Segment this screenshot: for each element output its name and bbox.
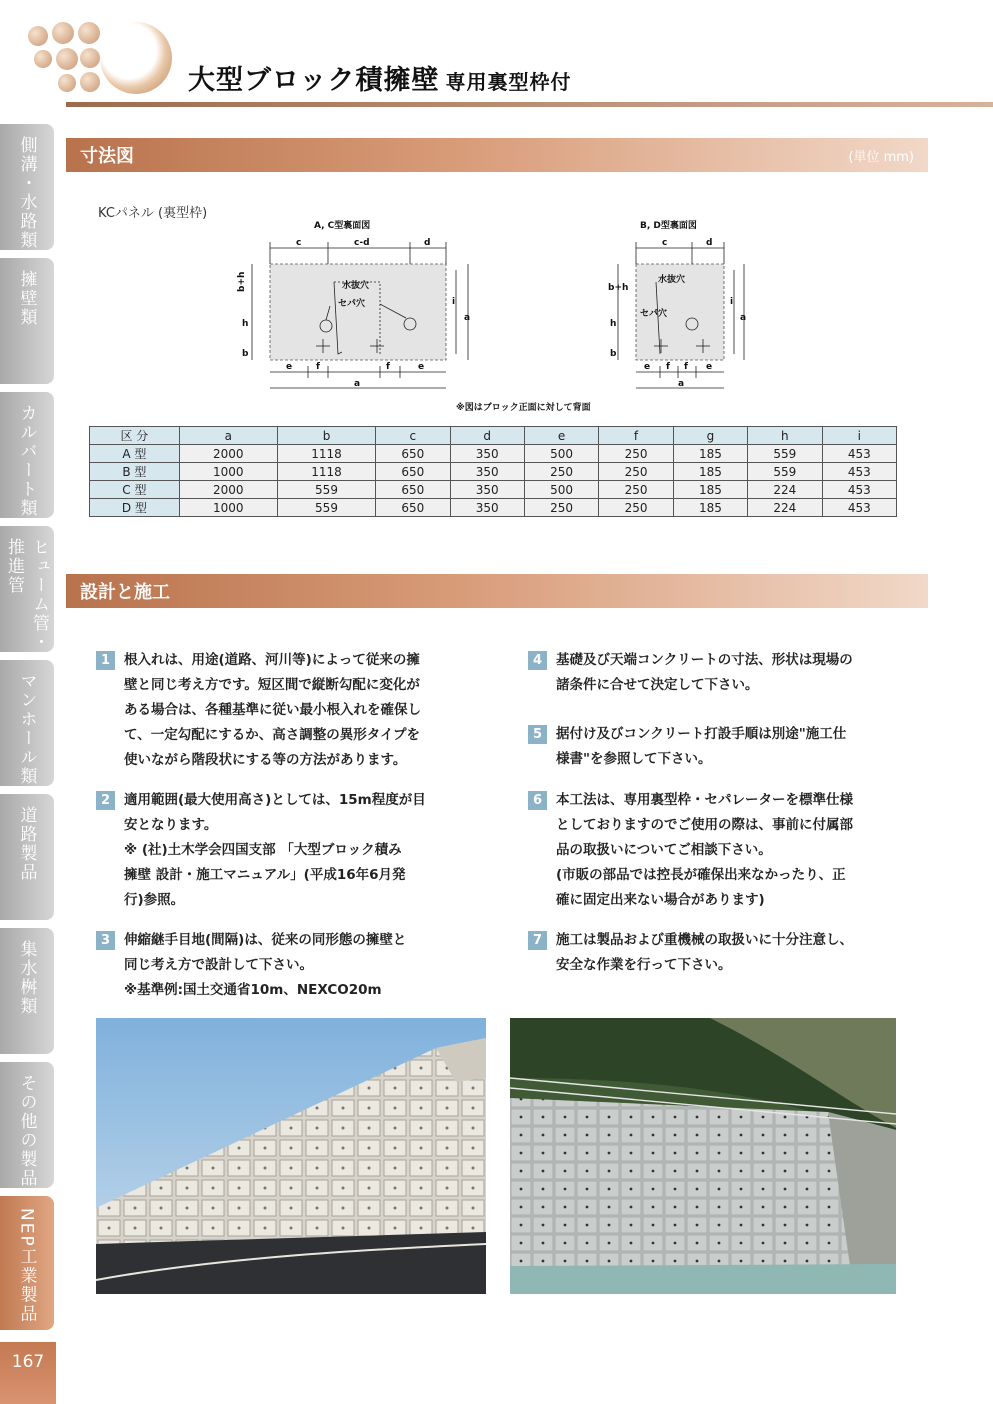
svg-text:d: d (706, 238, 713, 248)
table-row (90, 445, 897, 463)
note-1 (96, 648, 476, 773)
photo-retaining-wall-road (96, 1018, 486, 1294)
note-text: 根入れは、用途(道路、河川等)によって従来の擁 壁と同じ考え方です。短区間で縦断勾配に変化が ある場合は、各種基準に従い最小根入れを確保し て、一定勾配にするか、高さ調整の異形タイプを 使いながら階段状にする等の方法があります。 (124, 652, 421, 768)
svg-text:i: i (730, 297, 734, 307)
table-cell: 453 (822, 499, 896, 517)
note-number: 3 (96, 931, 115, 950)
table-cell: 650 (376, 481, 450, 499)
table-cell: C 型 (90, 481, 180, 499)
svg-text:d: d (424, 238, 431, 248)
table-cell: 250 (599, 445, 673, 463)
table-cell: 2000 (179, 481, 277, 499)
svg-text:a: a (740, 313, 747, 323)
note-text: 伸縮継手目地(間隔)は、従来の同形態の擁壁と 同じ考え方で設計して下さい。 ※基準例:国土交通省10m、NEXCO20m (124, 932, 407, 998)
table-header: 区 分 (90, 427, 180, 445)
side-tab-retaining-wall[interactable]: 擁壁類 (0, 258, 54, 384)
design-section-bar (66, 574, 928, 608)
svg-text:h: h (242, 319, 249, 329)
svg-text:a: a (678, 379, 685, 389)
side-tab-other-products[interactable]: その他の製品 (0, 1062, 54, 1188)
table-header: f (599, 427, 673, 445)
title-main: 大型ブロック積擁壁 (188, 65, 440, 96)
svg-text:e: e (644, 362, 651, 372)
diagram-note: ※図はブロック正面に対して背面 (456, 403, 591, 413)
dimension-section-bar (66, 138, 928, 172)
table-cell: 350 (450, 481, 524, 499)
svg-text:c-d: c-d (354, 238, 370, 248)
svg-text:b+h: b+h (237, 271, 247, 292)
table-row (90, 463, 897, 481)
brand-logo-ring (100, 22, 172, 94)
dimension-diagram (230, 212, 750, 412)
note-7 (528, 928, 912, 978)
diagram-b-sep-label: セパ穴 (640, 309, 668, 319)
note-number: 2 (96, 791, 115, 810)
table-cell: 350 (450, 499, 524, 517)
svg-text:e: e (706, 362, 713, 372)
svg-text:c: c (296, 238, 302, 248)
note-4 (528, 648, 912, 698)
table-cell: 1118 (277, 463, 375, 481)
table-cell: 350 (450, 463, 524, 481)
table-cell: 500 (524, 445, 598, 463)
table-header: h (748, 427, 822, 445)
note-text: 本工法は、専用裏型枠・セパレーターを標準仕様 としておりますのでご使用の際は、事前に付属部 品の取扱いについてご相談下さい。 (市販の部品では控長が確保出来なかったり、正 確に固定出来ない場合があります) (556, 792, 853, 908)
table-cell: 1000 (179, 463, 277, 481)
table-cell: B 型 (90, 463, 180, 481)
table-row (90, 481, 897, 499)
diagram-b-title: B, D型裏面図 (640, 221, 697, 231)
panel-label: KCパネル (裏型枠) (98, 206, 208, 221)
side-tab-nep-products[interactable]: NEP工業製品 (0, 1196, 54, 1330)
table-cell: 250 (524, 463, 598, 481)
table-header: g (673, 427, 747, 445)
svg-text:f: f (316, 362, 320, 372)
side-tab-manhole[interactable]: マンホール類 (0, 660, 54, 786)
note-text: 基礎及び天端コンクリートの寸法、形状は現場の 諸条件に合せて決定して下さい。 (556, 652, 853, 693)
note-6 (528, 788, 912, 913)
table-cell: 250 (599, 463, 673, 481)
note-number: 4 (528, 651, 547, 670)
svg-text:f: f (666, 362, 670, 372)
table-cell: 559 (277, 481, 375, 499)
svg-text:e: e (418, 362, 425, 372)
diagram-a-hole-label: 水抜穴 (342, 281, 370, 291)
side-tab-culvert[interactable]: カルバート類 (0, 392, 54, 518)
note-3 (96, 928, 476, 1003)
svg-text:c: c (662, 238, 668, 248)
table-cell: 650 (376, 463, 450, 481)
table-header-row (90, 427, 897, 445)
table-cell: 224 (748, 481, 822, 499)
photo-retaining-wall-river (510, 1018, 896, 1294)
table-cell: 185 (673, 445, 747, 463)
table-header: e (524, 427, 598, 445)
table-cell: 500 (524, 481, 598, 499)
table-cell: 453 (822, 463, 896, 481)
table-cell: D 型 (90, 499, 180, 517)
table-cell: 185 (673, 499, 747, 517)
table-cell: 650 (376, 499, 450, 517)
note-number: 7 (528, 931, 547, 950)
table-row (90, 499, 897, 517)
side-tab-gutter[interactable]: 側溝・水路類 (0, 124, 54, 250)
svg-text:b+h: b+h (608, 283, 629, 293)
unit-label: (単位 mm) (848, 149, 914, 165)
table-cell: A 型 (90, 445, 180, 463)
table-header: c (376, 427, 450, 445)
design-section-title: 設計と施工 (80, 582, 170, 603)
note-text: 据付け及びコンクリート打設手順は別途"施工仕 様書"を参照して下さい。 (556, 726, 847, 767)
note-number: 6 (528, 791, 547, 810)
table-cell: 453 (822, 481, 896, 499)
table-cell: 350 (450, 445, 524, 463)
table-cell: 250 (599, 481, 673, 499)
diagram-a-sep-label: セパ穴 (338, 299, 366, 309)
svg-text:i: i (452, 297, 456, 307)
table-cell: 185 (673, 481, 747, 499)
note-2 (96, 788, 476, 913)
table-cell: 250 (599, 499, 673, 517)
title-rule (66, 102, 993, 107)
note-text: 適用範囲(最大使用高さ)としては、15m程度が目 安となります。 ※ (社)土木学会四国支部 「大型ブロック積み 擁壁 設計・施工マニュアル」(平成16年6月発 行)参照。 (124, 792, 426, 908)
note-5 (528, 722, 912, 772)
note-number: 5 (528, 725, 547, 744)
dimension-section-title: 寸法図 (80, 146, 134, 167)
side-tab-catch-basin[interactable]: 集水桝類 (0, 928, 54, 1054)
table-cell: 559 (748, 463, 822, 481)
svg-text:e: e (286, 362, 293, 372)
note-text: 施工は製品および重機械の取扱いに十分注意し、 安全な作業を行って下さい。 (556, 932, 853, 973)
svg-text:f: f (684, 362, 688, 372)
table-header: a (179, 427, 277, 445)
table-cell: 1118 (277, 445, 375, 463)
svg-text:b: b (610, 349, 617, 359)
page-number: 167 (0, 1342, 56, 1404)
table-cell: 250 (524, 499, 598, 517)
page-title (188, 58, 571, 97)
table-header: d (450, 427, 524, 445)
table-cell: 453 (822, 445, 896, 463)
table-cell: 650 (376, 445, 450, 463)
title-sub: 専用裏型枠付 (445, 70, 572, 94)
svg-text:h: h (610, 319, 617, 329)
diagram-a-panel (270, 264, 446, 360)
table-cell: 559 (277, 499, 375, 517)
table-cell: 559 (748, 445, 822, 463)
svg-text:b: b (242, 349, 249, 359)
diagram-a-title: A, C型裏面図 (314, 221, 371, 231)
table-header: b (277, 427, 375, 445)
side-tab-hume-pipe[interactable]: ヒューム管・推進管 (0, 526, 54, 652)
table-cell: 1000 (179, 499, 277, 517)
svg-text:f: f (386, 362, 390, 372)
diagram-b-hole-label: 水抜穴 (658, 275, 686, 285)
table-cell: 2000 (179, 445, 277, 463)
dimension-table (89, 426, 897, 517)
table-cell: 224 (748, 499, 822, 517)
note-number: 1 (96, 651, 115, 670)
side-tab-road-products[interactable]: 道路製品 (0, 794, 54, 920)
table-cell: 185 (673, 463, 747, 481)
table-header: i (822, 427, 896, 445)
svg-text:a: a (464, 313, 471, 323)
svg-text:a: a (354, 379, 361, 389)
